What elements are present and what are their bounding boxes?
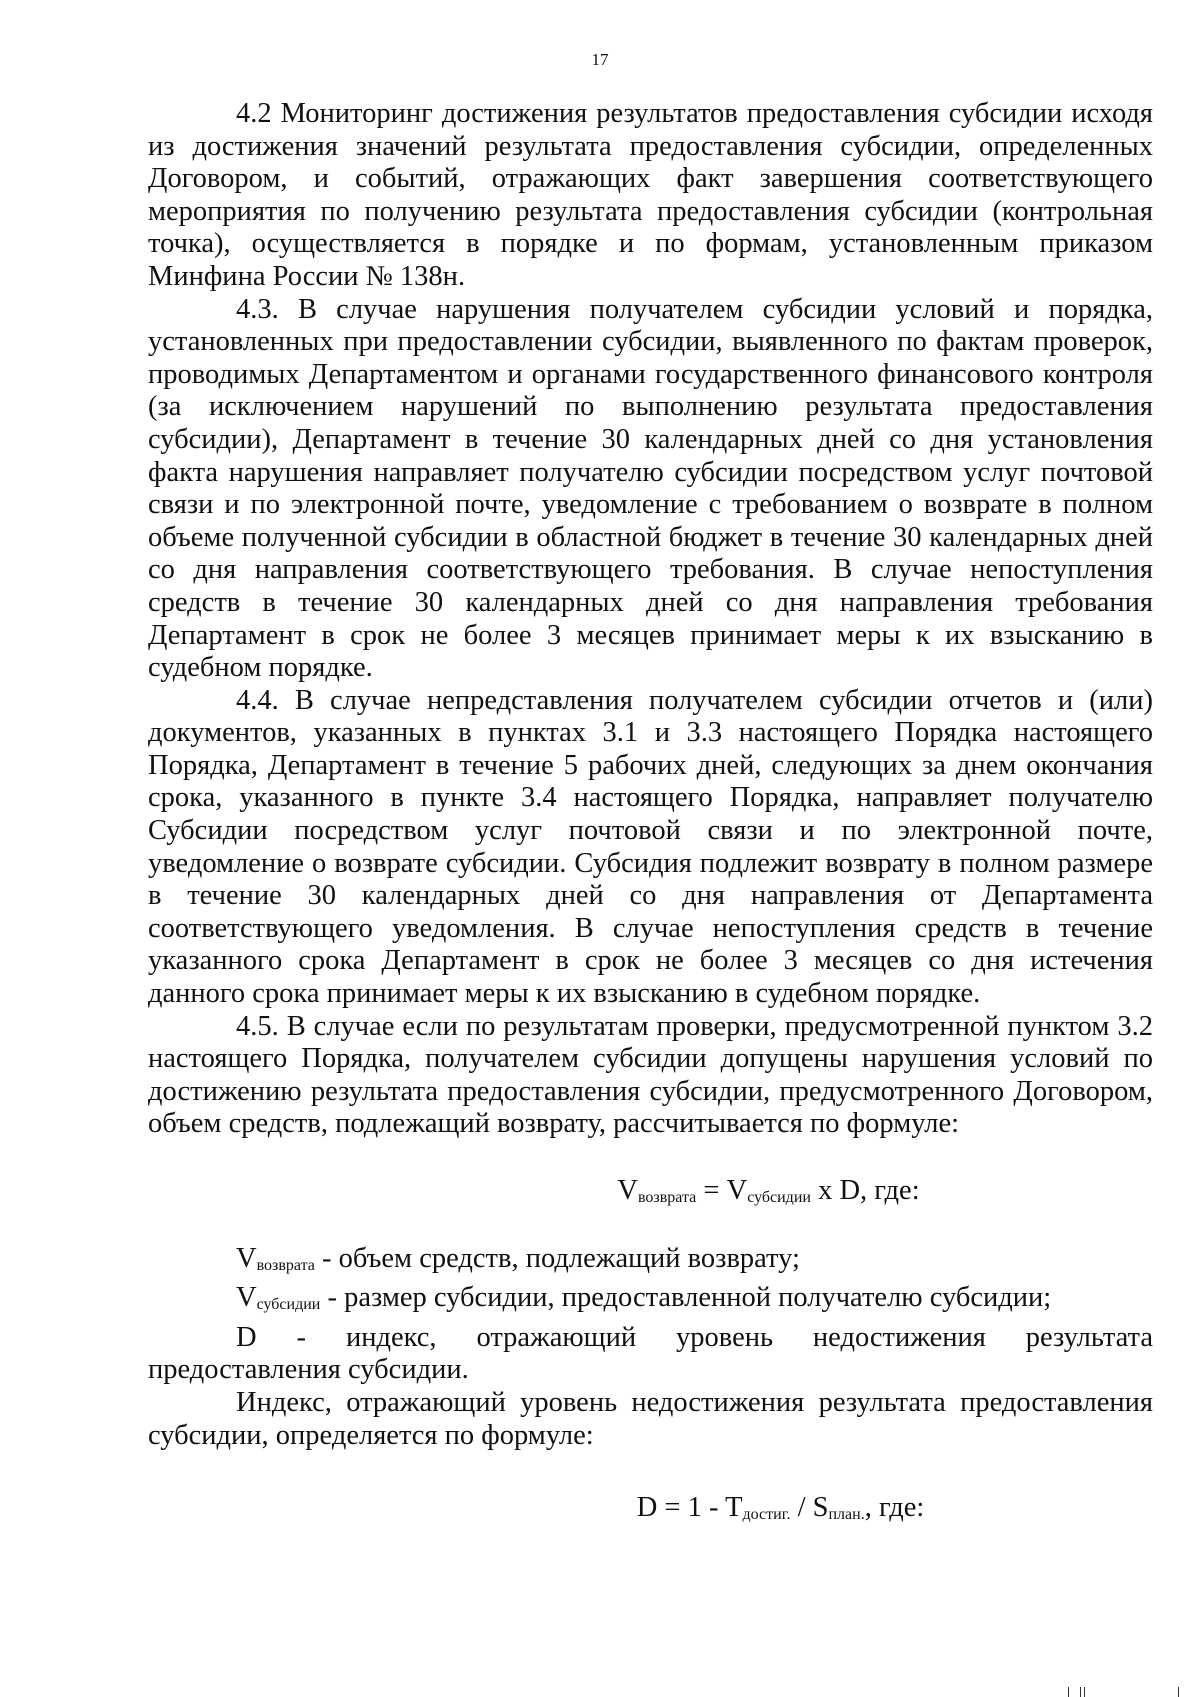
paragraph-4-4: 4.4. В случае непредставления получателем субсидии отчетов и (или) документов, указанных в пунктах 3.1 и 3.3 настоящего Порядка настоящего Порядка, Департамент в течение 5 рабочих дней, следующих за днем окончания срока, указанного в пункте 3.4 настоящего Порядка, направляет получателю Субсидии посредством услуг почтовой связи и по электронной почте, уведомление о возврате субсидии. Субсидия подлежит возврату в полном размере в течение 30 календарных дней со дня направления от Департамента соответствующего уведомления. В случае непоступления средств в течение указанного срока Департамент в срок не более 3 месяцев со дня истечения данного срока принимает меры к их взысканию в судебном порядке. — [148, 684, 1153, 1010]
formula-tail: , где: — [864, 1492, 925, 1524]
formula-rhs-subscript: субсидии — [747, 1189, 811, 1206]
formula-tail: x D, где: — [810, 1175, 920, 1206]
definition-subscript: субсидии — [256, 1296, 321, 1314]
scan-artifact — [1080, 1687, 1081, 1697]
scan-artifact — [1084, 1687, 1085, 1697]
definition-symbol: V — [236, 1282, 257, 1314]
definition-d-index: D - индекс, отражающий уровень недостижения результата предоставления субсидии. — [148, 1321, 1153, 1386]
definition-symbol: V — [236, 1242, 257, 1274]
formula-subscript-achieved: достиг. — [742, 1506, 791, 1524]
formula-rhs-symbol: V — [726, 1175, 748, 1206]
paragraph-4-3: 4.3. В случае нарушения получателем субсидии условий и порядка, установленных при предоставлении субсидии, выявленного по фактам проверок, проводимых Департаментом и органами государственного финансового контроля (за исключением нарушений по выполнению результата предоставления субсидии), Департамент в течение 30 календарных дней со дня установления факта нарушения направляет получателю субсидии посредством услуг почтовой связи и по электронной почте, уведомление с требованием о возврате в полном объеме полученной субсидии в областной бюджет в течение 30 календарных дней со дня направления соответствующего требования. В случае непоступления средств в течение 30 календарных дней со дня направления требования Департамент в срок не более 3 месяцев принимает меры к их взысканию в судебном порядке. — [148, 293, 1153, 684]
paragraph-index-intro: Индекс, отражающий уровень недостижения результата предоставления субсидии, определяется по формуле: — [148, 1386, 1153, 1451]
formula-lhs-symbol: V — [617, 1175, 638, 1206]
paragraph-4-2: 4.2 Мониторинг достижения результатов предоставления субсидии исходя из достижения значений результата предоставления субсидии, определенных Договором, и событий, отражающих факт завершения соответствующего мероприятия по получению результата предоставления субсидии (контрольная точка), осуществляется в порядке и по формам, установленным приказом Минфина России № 138н. — [148, 98, 1153, 292]
formula-subscript-planned: план. — [828, 1506, 865, 1524]
paragraph-4-5: 4.5. В случае если по результатам проверки, предусмотренной пунктом 3.2 настоящего Порядка, получателем субсидии допущены нарушения условий по достижению результата предоставления субсидии, предусмотренного Договором, объем средств, подлежащий возврату, рассчитывается по формуле: — [148, 1010, 1153, 1140]
definition-text: - размер субсидии, предоставленной получателю субсидии; — [320, 1282, 1052, 1314]
definition-v-refund — [148, 1243, 1153, 1283]
formula-lhs-subscript: возврата — [637, 1189, 697, 1206]
definition-subscript: возврата — [256, 1256, 315, 1274]
formula-head: D = 1 - T — [636, 1492, 743, 1524]
index-formula — [148, 1492, 1153, 1532]
definition-v-subsidy — [148, 1282, 1153, 1322]
formula-equals: = — [696, 1175, 727, 1206]
formula-middle: / S — [790, 1492, 829, 1524]
scan-artifact — [1178, 1687, 1179, 1697]
scan-artifact — [1068, 1687, 1069, 1697]
refund-formula — [148, 1175, 1153, 1215]
page-number: 17 — [591, 50, 609, 69]
document-body — [148, 98, 1153, 1532]
definition-text: - объем средств, подлежащий возврату; — [314, 1242, 800, 1274]
